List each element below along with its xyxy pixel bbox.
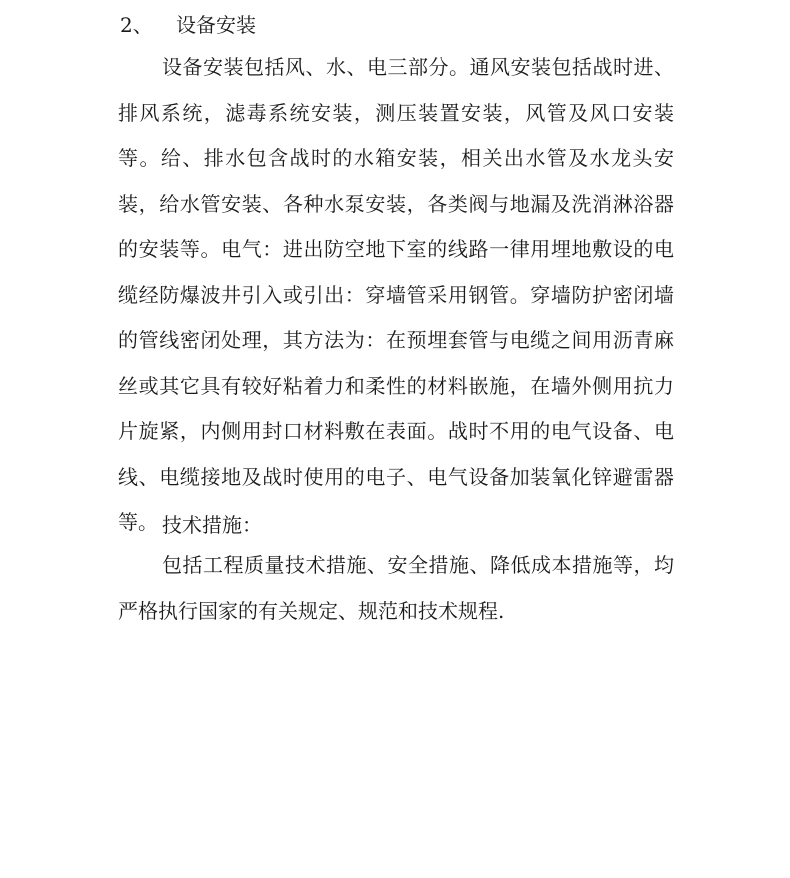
- section-heading: [120, 8, 256, 42]
- equipment-installation-paragraph: 设备安装包括风、水、电三部分。通风安装包括战时进、排风系统，滤毒系统安装，测压装置安装，风管及风口安装等。给、排水包含战时的水箱安装，相关出水管及水龙头安装，给水管安装、各种水泵安装，各类阀与地漏及洗消淋浴器的安装等。电气：进出防空地下室的线路一律用埋地敷设的电缆经防爆波井引入或引出：穿墙管采用钢管。穿墙防护密闭墙的管线密闭处理，其方法为：在预埋套管与电缆之间用沥青麻丝或其它具有较好粘着力和柔性的材料嵌施，在墙外侧用抗力片旋紧，内侧用封口材料敷在表面。战时不用的电气设备、电线、电缆接地及战时使用的电子、电气设备加装氧化锌避雷器等。: [118, 55, 674, 534]
- section-title: 设备安装: [176, 13, 256, 37]
- tech-measures-label: 技术措施：: [162, 513, 262, 537]
- tech-measures-paragraph: 包括工程质量技术措施、安全措施、降低成本措施等，均严格执行国家的有关规定、规范和技术规程.: [118, 553, 674, 623]
- section-number: 2、: [120, 13, 153, 37]
